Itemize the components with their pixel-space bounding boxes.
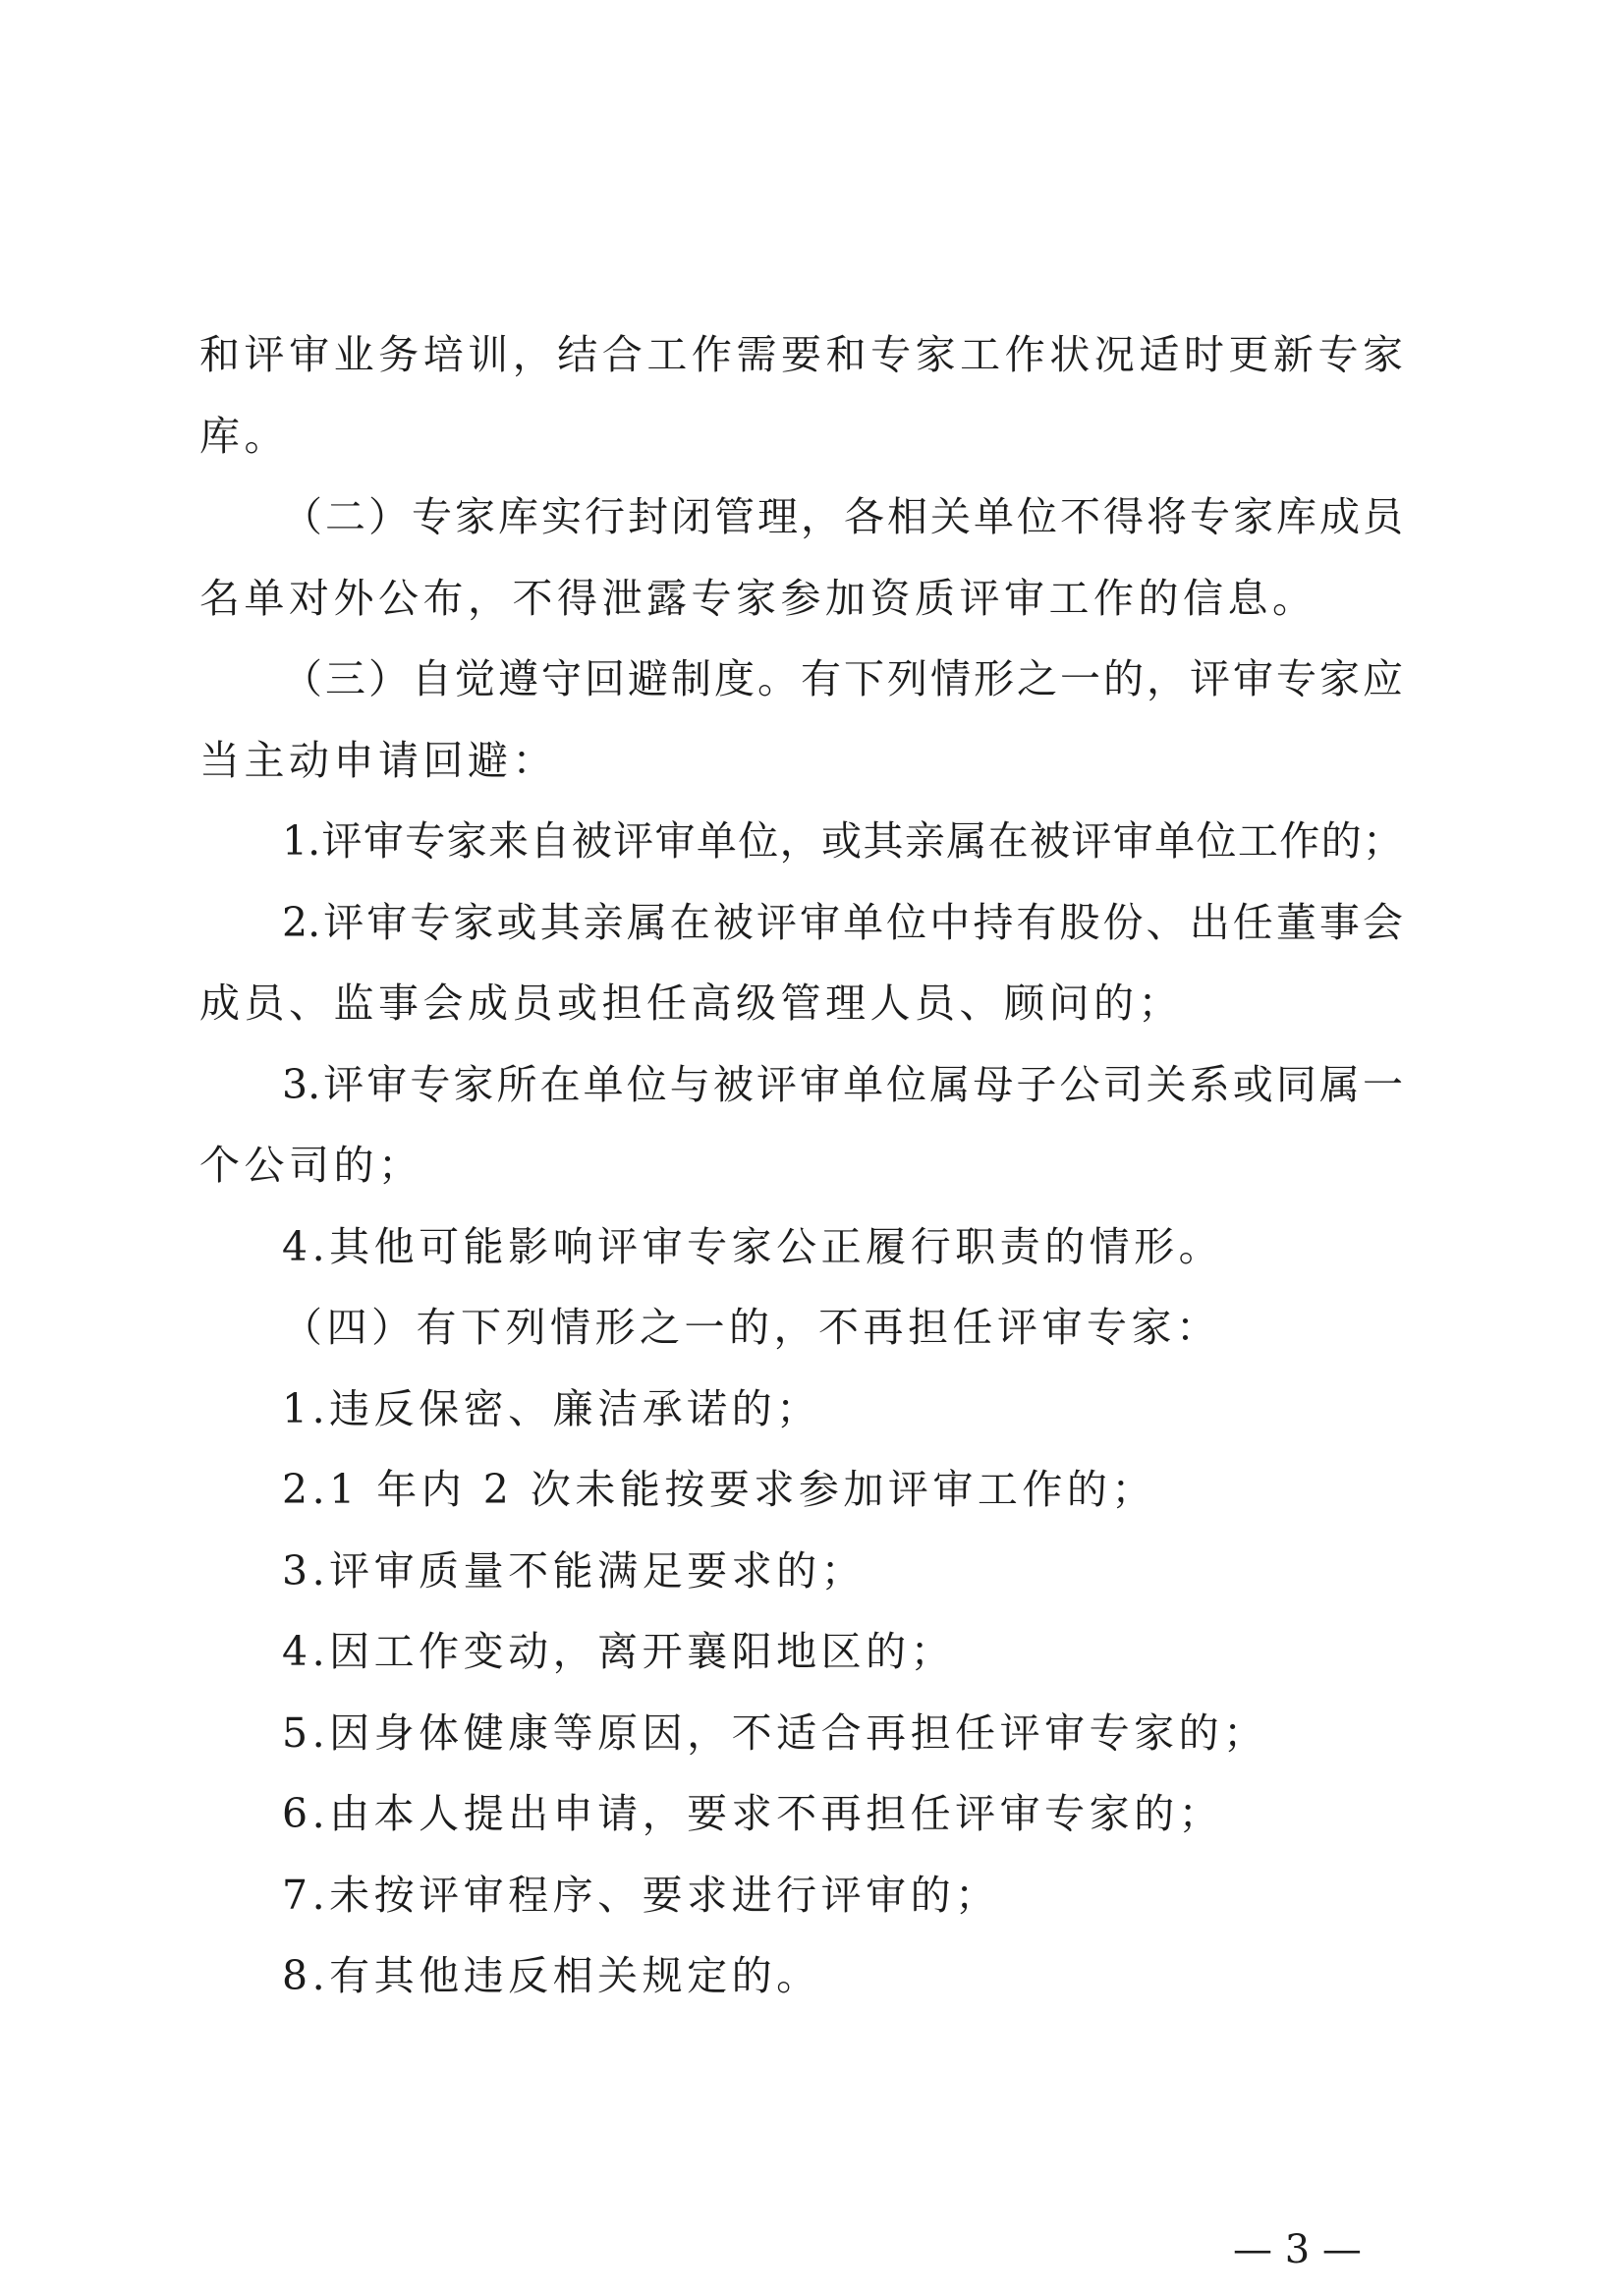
text-line: 6.由本人提出申请，要求不再担任评审专家的；	[282, 1790, 1224, 1837]
text-line: 3.评审质量不能满足要求的；	[282, 1546, 867, 1595]
text-line: 1.违反保密、廉洁承诺的；	[282, 1384, 821, 1432]
text-line: 3.评审专家所在单位与被评审单位属母子公司关系或同属一	[282, 1060, 1403, 1108]
text-line: （三）自觉遵守回避制度。有下列情形之一的，评审专家应	[282, 655, 1403, 702]
text-line: 4.其他可能影响评审专家公正履行职责的情形。	[282, 1222, 1224, 1270]
text-line: 和评审业务培训，结合工作需要和专家工作状况适时更新专家	[199, 331, 1403, 378]
page-number: — 3 —	[1233, 2227, 1362, 2272]
text-line: 当主动申请回避：	[199, 736, 557, 784]
text-line: 2.1 年内 2 次未能按要求参加评审工作的；	[282, 1466, 1156, 1513]
text-line: 个公司的；	[199, 1142, 423, 1189]
text-line: 8.有其他违反相关规定的。	[282, 1952, 821, 1999]
text-line: 7.未按评审程序、要求进行评审的；	[282, 1871, 1000, 1919]
text-line: （四）有下列情形之一的，不再担任评审专家：	[282, 1304, 1221, 1351]
document-body	[199, 314, 1403, 2017]
text-line: 名单对外公布，不得泄露专家参加资质评审工作的信息。	[199, 574, 1317, 622]
text-line: 5.因身体健康等原因，不适合再担任评审专家的；	[282, 1708, 1268, 1757]
text-line: 4.因工作变动，离开襄阳地区的；	[282, 1628, 956, 1675]
text-line: 成员、监事会成员或担任高级管理人员、顾问的；	[199, 980, 1183, 1027]
text-line: 2.评审专家或其亲属在被评审单位中持有股份、出任董事会	[282, 898, 1403, 946]
text-line: 库。	[199, 412, 289, 460]
text-line: 1.评审专家来自被评审单位，或其亲属在被评审单位工作的；	[282, 817, 1403, 865]
text-line: （二）专家库实行封闭管理，各相关单位不得将专家库成员	[282, 493, 1403, 540]
